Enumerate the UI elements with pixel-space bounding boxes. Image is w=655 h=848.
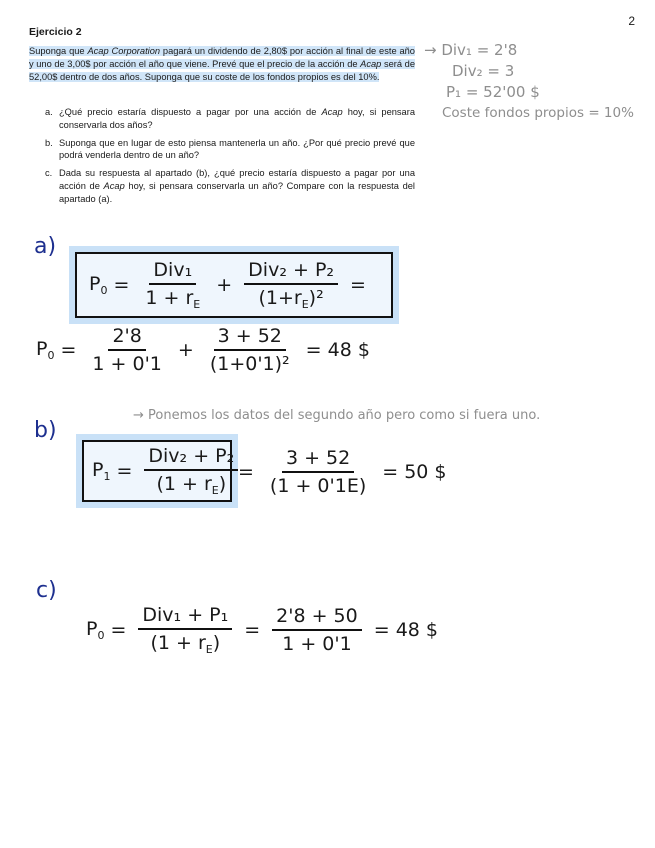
part-c-formula: $P_0$ = $\frac{\text{Div₁ + P₁}}{(1 + r_E)}$ = $\frac{2'8 + 50}{1 + 0'1}$ = 48 $	[86, 604, 438, 656]
question-a	[45, 106, 415, 132]
fraction-calc-2: $\frac{3 + 52}{\text{(1+0'1)²}}$	[209, 325, 290, 375]
fraction-div1: $\frac{\text{Div₁}}{1 + r_E}$	[145, 259, 201, 311]
question-text: Dada su respuesta al apartado (b), ¿qué precio estaría dispuesto a pagar por una acción de	[59, 168, 415, 191]
fraction-div2-p2: $\frac{\text{Div₂ + P₂}}{(1 + r_E)}$	[144, 445, 238, 497]
question-list	[45, 106, 415, 211]
fraction-calc: $\frac{3 + 52}{(1 + 0'1E)}$	[269, 447, 367, 497]
question-marker: c.	[45, 168, 53, 179]
part-a-formula-box	[75, 252, 393, 318]
part-c-result: = 48 $	[373, 619, 438, 641]
part-b-result: = 50 $	[382, 461, 447, 483]
fraction-calc: $\frac{2'8 + 50}{1 + 0'1}$	[272, 605, 362, 655]
problem-text-3: será de 52,00$ dentro de dos años. Suponga que su coste de los fondos propios es del 10%.	[29, 59, 415, 83]
company-name: Acap	[103, 180, 125, 191]
question-marker: b.	[45, 137, 53, 148]
question-text: ¿Qué precio estaría dispuesto a pagar por una acción de	[59, 107, 322, 117]
company-name: Acap	[360, 59, 382, 70]
fraction-div1-p1: $\frac{\text{Div₁ + P₁}}{(1 + r_E)}$	[138, 604, 232, 656]
part-b-calculation: = $\frac{3 + 52}{(1 + 0'1E)}$ = 50 $	[238, 447, 447, 497]
part-b-note: → Ponemos los datos del segundo año pero como si fuera uno.	[133, 408, 541, 423]
part-a-result: = 48 $	[305, 339, 370, 361]
question-text: Suponga que en lugar de esto piensa mantenerla un año. ¿Por qué precio prevé que podrá venderla dentro de un año?	[59, 137, 415, 161]
note-div1: → Div₁ = 2'8	[424, 41, 518, 59]
page-number: 2	[628, 14, 635, 28]
problem-text-1: Suponga que	[29, 46, 88, 56]
note-div2: Div₂ = 3	[452, 62, 515, 80]
note-cost-of-equity: Coste fondos propios = 10%	[442, 105, 634, 121]
exercise-title: Ejercicio 2	[29, 26, 82, 38]
note-p1: P₁ = 52'00 $	[446, 83, 540, 101]
question-text: hoy, si pensara conservarla dos años?	[59, 107, 415, 130]
question-marker: a.	[45, 107, 53, 117]
question-text: hoy, si pensara conservarla un año? Compare con la respuesta del apartado (a).	[59, 180, 415, 204]
part-c-label: c)	[36, 578, 57, 603]
company-name: Acap	[321, 107, 343, 117]
formula-lhs: $P_0$	[89, 273, 108, 297]
part-b-label: b)	[34, 418, 57, 443]
question-c	[45, 167, 415, 205]
part-a-calculation: $P_0$ = $\frac{2'8}{1 + 0'1}$ + $\frac{3 + 52}{\text{(1+0'1)²}}$ = 48 $	[36, 325, 370, 375]
problem-text-2: pagará un dividendo de 2,80$ por acción al final de este año y uno de 3,00$ por acción el año que viene. Prevé que el precio de la acción de	[29, 46, 415, 70]
fraction-div2-p2: $\frac{\text{Div₂ + P₂}}{(1+r_E)^2}$	[244, 259, 338, 311]
handwritten-data-notes	[424, 40, 634, 124]
part-b-formula: $P_1$ = $\frac{\text{Div₂ + P₂}}{(1 + r_E)}$	[92, 445, 244, 497]
question-b	[45, 137, 415, 163]
fraction-calc-1: $\frac{2'8}{1 + 0'1}$	[92, 325, 162, 375]
part-a-label: a)	[34, 234, 57, 259]
company-name: Acap Corporation	[87, 46, 161, 56]
part-b-formula-box	[82, 440, 235, 502]
problem-statement	[29, 45, 415, 85]
part-a-formula: $P_0$ = $\frac{\text{Div₁}}{1 + r_E}$ + $\frac{\text{Div₂ + P₂}}{(1+r_E)^2}$ =	[89, 259, 366, 311]
